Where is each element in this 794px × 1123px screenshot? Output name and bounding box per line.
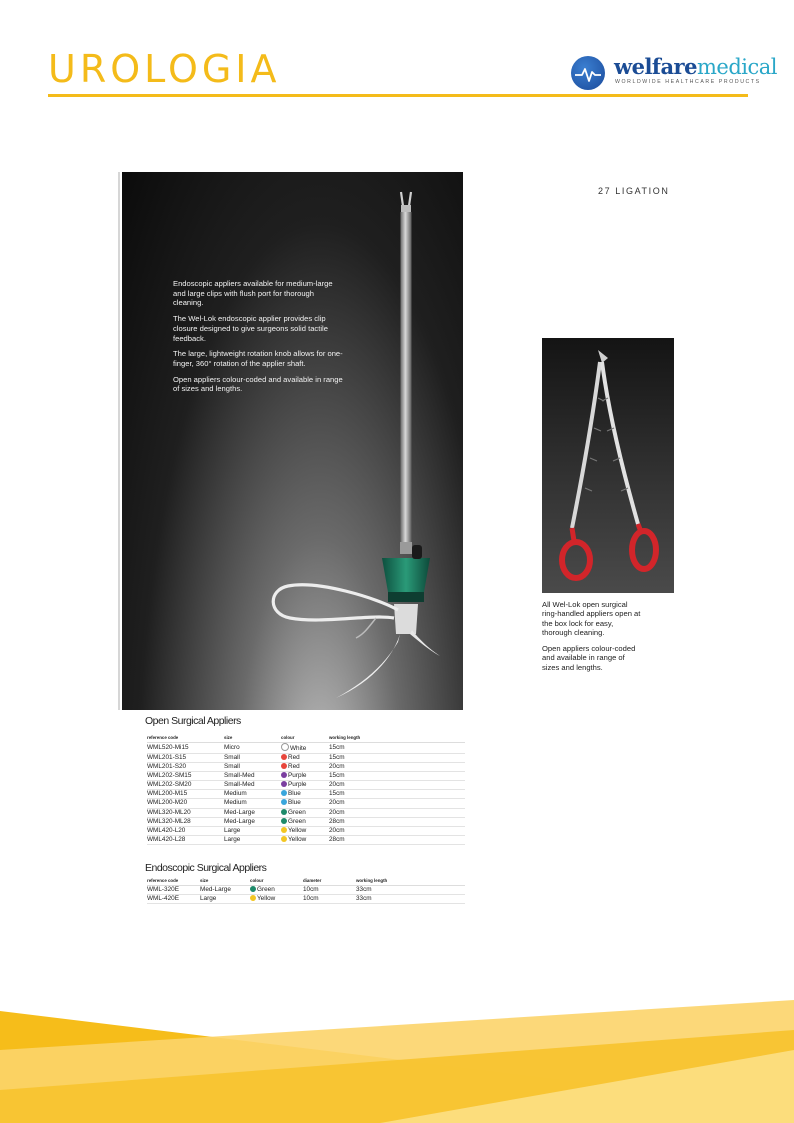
- length-cell: 20cm: [329, 808, 465, 817]
- colour-swatch-icon: [250, 895, 256, 901]
- colour-swatch-icon: [281, 809, 287, 815]
- logo-word-part2: medical: [696, 55, 777, 79]
- ref-cell: WML420-L20: [147, 826, 224, 835]
- endo-appliers-table: [147, 879, 465, 904]
- colour-cell: [281, 790, 329, 799]
- photo-accent-bar: [118, 172, 120, 710]
- header-reference-code: reference code: [147, 736, 224, 742]
- length-cell: 20cm: [329, 763, 465, 772]
- colour-cell: [281, 763, 329, 772]
- header-working-length: working length: [329, 736, 465, 742]
- colour-label: Green: [288, 817, 306, 825]
- colour-label: Blue: [288, 790, 301, 798]
- colour-swatch-icon: [281, 754, 287, 760]
- size-cell: Medium: [224, 799, 281, 808]
- endoscopic-applier-photo: [122, 172, 463, 710]
- colour-label: Green: [257, 885, 275, 893]
- colour-label: Red: [288, 763, 300, 771]
- page-title: UROLOGIA: [48, 47, 281, 91]
- ref-cell: WML202-SM20: [147, 781, 224, 790]
- logo-word-part1: welfare: [614, 54, 697, 79]
- length-cell: 20cm: [329, 799, 465, 808]
- length-cell: 15cm: [329, 790, 465, 799]
- ref-cell: WML200-M20: [147, 799, 224, 808]
- header-working-length: working length: [356, 879, 465, 885]
- open-applier-photo: [542, 338, 674, 593]
- header-size: size: [200, 879, 250, 885]
- size-cell: Small: [224, 753, 281, 762]
- ref-cell: WML200-M15: [147, 790, 224, 799]
- open-appliers-table: [147, 736, 465, 845]
- table-row: [147, 894, 465, 903]
- header-size: size: [224, 736, 281, 742]
- colour-swatch-icon: [281, 743, 289, 751]
- ring-handled-applier-illustration: [542, 338, 674, 593]
- colour-label: Yellow: [288, 826, 307, 834]
- size-cell: Micro: [224, 742, 281, 753]
- ref-cell: WML320-ML20: [147, 808, 224, 817]
- diameter-cell: 10cm: [303, 894, 356, 903]
- table-row: [147, 885, 465, 894]
- colour-cell: [281, 835, 329, 844]
- colour-label: Green: [288, 808, 306, 816]
- open-appliers-table-title: Open Surgical Appliers: [145, 715, 241, 727]
- colour-swatch-icon: [281, 827, 287, 833]
- logo-wordmark: [614, 54, 777, 79]
- main-caption-paragraph: The large, lightweight rotation knob allows for one-finger, 360° rotation of the applier shaft.: [173, 349, 343, 369]
- table-row: [147, 790, 465, 799]
- colour-label: Purple: [288, 781, 307, 789]
- length-cell: 28cm: [329, 817, 465, 826]
- colour-cell: [281, 753, 329, 762]
- colour-cell: [250, 885, 303, 894]
- main-caption-paragraph: Endoscopic appliers available for medium-large and large clips with flush port for thorough cleaning.: [173, 279, 333, 308]
- footer-decoration: [0, 990, 794, 1123]
- colour-label: Blue: [288, 799, 301, 807]
- diameter-cell: 10cm: [303, 885, 356, 894]
- colour-swatch-icon: [281, 799, 287, 805]
- ref-cell: WML201-S20: [147, 763, 224, 772]
- header-colour: colour: [250, 879, 303, 885]
- colour-cell: [281, 772, 329, 781]
- header-divider: [48, 94, 748, 97]
- header-diameter: diameter: [303, 879, 356, 885]
- table-row: [147, 799, 465, 808]
- colour-label: Purple: [288, 772, 307, 780]
- section-label: 27 LIGATION: [598, 186, 670, 196]
- table-row: [147, 772, 465, 781]
- table-row: [147, 753, 465, 762]
- logo-tagline: WORLDWIDE HEALTHCARE PRODUCTS: [615, 79, 761, 85]
- length-cell: 20cm: [329, 781, 465, 790]
- size-cell: Med-Large: [224, 817, 281, 826]
- side-caption-paragraph: Open appliers colour-coded and available in range of sizes and lengths.: [542, 643, 636, 672]
- length-cell: 33cm: [356, 885, 465, 894]
- main-photo-caption: [173, 279, 345, 400]
- colour-swatch-icon: [281, 772, 287, 778]
- table-row: [147, 742, 465, 753]
- endoscopic-applier-illustration: [122, 172, 463, 710]
- colour-swatch-icon: [281, 763, 287, 769]
- table-row: [147, 763, 465, 772]
- size-cell: Med-Large: [200, 885, 250, 894]
- length-cell: 15cm: [329, 772, 465, 781]
- colour-cell: [281, 808, 329, 817]
- colour-cell: [250, 894, 303, 903]
- size-cell: Large: [224, 835, 281, 844]
- size-cell: Med-Large: [224, 808, 281, 817]
- colour-swatch-icon: [281, 781, 287, 787]
- ref-cell: WML420-L28: [147, 835, 224, 844]
- table-row: [147, 808, 465, 817]
- ref-cell: WML202-SM15: [147, 772, 224, 781]
- size-cell: Small: [224, 763, 281, 772]
- size-cell: Small-Med: [224, 781, 281, 790]
- brand-logo: [571, 54, 777, 90]
- colour-swatch-icon: [281, 836, 287, 842]
- colour-cell: [281, 781, 329, 790]
- length-cell: 33cm: [356, 894, 465, 903]
- table-row: [147, 826, 465, 835]
- length-cell: 20cm: [329, 826, 465, 835]
- colour-cell: [281, 742, 329, 753]
- main-caption-paragraph: The Wel-Lok endoscopic applier provides clip closure designed to give surgeons solid tactile feedback.: [173, 314, 328, 343]
- table-row: [147, 781, 465, 790]
- main-caption-paragraph: Open appliers colour-coded and available in range of sizes and lengths.: [173, 374, 343, 394]
- ref-cell: WML-320E: [147, 885, 200, 894]
- length-cell: 15cm: [329, 753, 465, 762]
- colour-cell: [281, 826, 329, 835]
- logo-heartbeat-icon: [571, 56, 605, 90]
- size-cell: Large: [200, 894, 250, 903]
- colour-swatch-icon: [250, 886, 256, 892]
- size-cell: Small-Med: [224, 772, 281, 781]
- length-cell: 15cm: [329, 742, 465, 753]
- ref-cell: WML320-ML28: [147, 817, 224, 826]
- length-cell: 28cm: [329, 835, 465, 844]
- colour-cell: [281, 799, 329, 808]
- colour-label: White: [290, 744, 307, 752]
- ref-cell: WML520-Mi15: [147, 742, 224, 753]
- colour-cell: [281, 817, 329, 826]
- size-cell: Medium: [224, 790, 281, 799]
- endo-appliers-table-title: Endoscopic Surgical Appliers: [145, 862, 267, 874]
- header-colour: colour: [281, 736, 329, 742]
- size-cell: Large: [224, 826, 281, 835]
- side-caption-paragraph: All Wel-Lok open surgical ring-handled appliers open at the box lock for easy, thorough cleaning.: [542, 600, 641, 638]
- table-row: [147, 817, 465, 826]
- colour-swatch-icon: [281, 790, 287, 796]
- header-reference-code: reference code: [147, 879, 200, 885]
- open-applier-caption: [542, 600, 642, 678]
- ref-cell: WML201-S15: [147, 753, 224, 762]
- ref-cell: WML-420E: [147, 894, 200, 903]
- colour-swatch-icon: [281, 818, 287, 824]
- colour-label: Yellow: [288, 835, 307, 843]
- table-row: [147, 835, 465, 844]
- colour-label: Yellow: [257, 894, 276, 902]
- colour-label: Red: [288, 753, 300, 761]
